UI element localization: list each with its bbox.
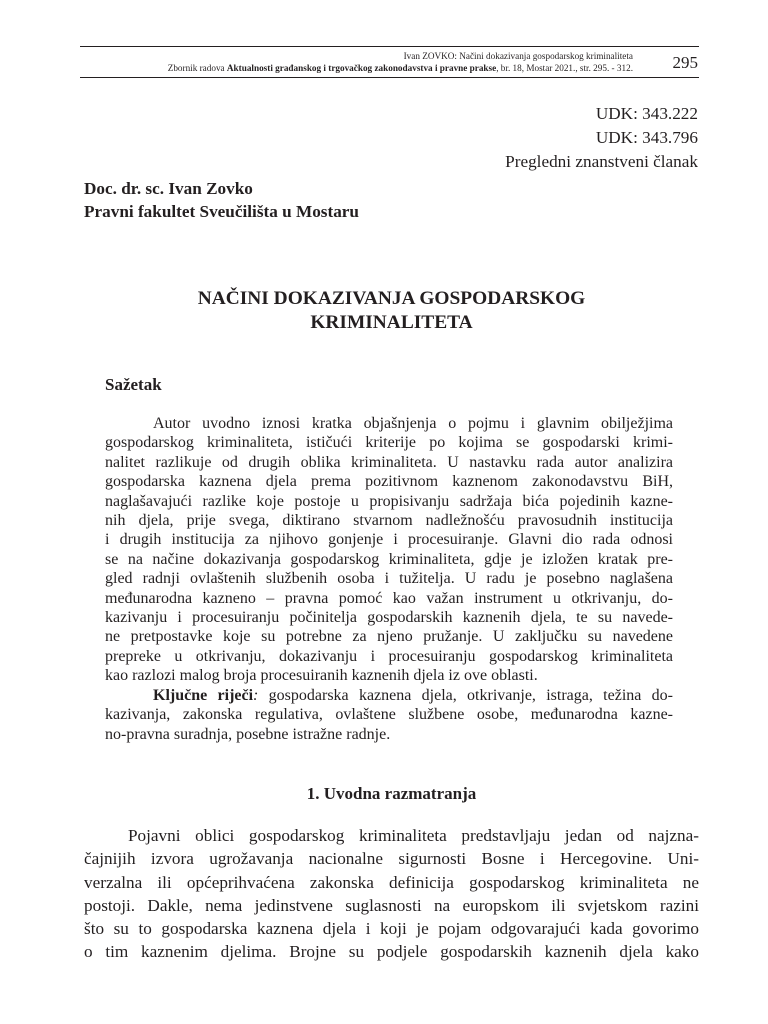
running-header-line-1: Ivan ZOVKO: Načini dokazivanja gospodarskog kriminaliteta <box>403 51 633 61</box>
abstract-body <box>105 414 673 744</box>
abstract-line: naglašavajući razlike koje postoje u propisivanju sadržaja bića pojedinih kazne- <box>105 492 673 510</box>
udk-code-1: UDK: 343.222 <box>595 104 698 123</box>
body-line: o tim kaznenim djelima. Brojne su podjele gospodarskih kaznenih djela kako <box>84 942 699 962</box>
abstract-line: nalitet razlikuje od drugih oblika kriminaliteta. U nastavku rada autor analizira <box>105 453 673 471</box>
abstract-line: gled radnji ovlaštenih službenih osoba i tužitelja. U radu je posebno naglašena <box>105 570 673 588</box>
keywords-line: kazivanja, zakonska regulativa, ovlaštene službene osobe, međunarodna kazne- <box>105 706 673 724</box>
abstract-line: međunarodna kazneno – pravna pomoć kao važan instrument u otkrivanju, do- <box>105 589 673 607</box>
paper-title <box>84 287 699 335</box>
abstract-line: ne pretpostavke koje su potrebne za njeno pružanje. U zaključku su navedene <box>105 628 673 646</box>
abstract-line: gospodarskog kriminaliteta, ističući kriterije po kojima se gospodarski krimi- <box>105 434 673 452</box>
keywords-line: Ključne riječi: gospodarska kaznena djela, otkrivanje, istraga, težina do- <box>153 686 673 704</box>
header-bottom-rule <box>80 77 699 78</box>
article-type: Pregledni znanstveni članak <box>505 152 698 171</box>
abstract-line: kao razlozi malog broja procesuiranih kaznenih djela iz ove oblasti. <box>105 667 538 685</box>
classification-block <box>505 102 698 174</box>
paper-title-line-2: KRIMINALITETA <box>310 312 473 333</box>
journal-title: Aktualnosti građanskog i trgovačkog zakonodavstva i pravne prakse <box>226 62 497 73</box>
abstract-line: prepreke u otkrivanju, dokazivanju i procesuiranju gospodarskog kriminaliteta <box>105 647 673 665</box>
body-line: postoji. Dakle, nema jedinstvene suglasnosti na europskom ili svjetskom razini <box>84 895 699 915</box>
abstract-line: nih djela, prije svega, diktirano stvarnom nadležnošću pravosudnih institucija <box>105 512 673 530</box>
body-line: Pojavni oblici gospodarskog kriminaliteta predstavljaju jedan od najzna- <box>128 826 699 845</box>
keywords-line: no-pravna suradnja, posebne istražne radnje. <box>105 725 391 743</box>
body-line: što su to gospodarska kaznena djela i koji je pojam odgovarajući kada govorimo <box>84 919 699 939</box>
abstract-line: gospodarska kaznena djela prema pozitivnom kaznenom zakonodavstvu BiH, <box>105 473 673 491</box>
paper-title-line-1: NAČINI DOKAZIVANJA GOSPODARSKOG <box>197 288 586 309</box>
page-number: 295 <box>672 53 698 72</box>
abstract-line: Autor uvodno iznosi kratka objašnjenja o pojmu i glavnim obilježjima <box>153 415 673 432</box>
udk-code-2: UDK: 343.796 <box>595 128 698 147</box>
section-body <box>84 824 699 964</box>
author-block <box>84 178 359 223</box>
abstract-line: i drugih institucija za njihovo gonjenje i procesuiranje. Glavni dio rada odnosi <box>105 531 673 549</box>
section-heading: 1. Uvodna razmatranja <box>306 784 477 803</box>
running-header-line-2: Zbornik radova Aktualnosti građanskog i trgovačkog zakonodavstva i pravne prakse, br. 18, Mostar 2021., str. 295. - 312. <box>167 62 633 73</box>
abstract-heading: Sažetak <box>105 375 162 394</box>
abstract-line: se na načine dokazivanja gospodarskog kriminaliteta, gdje je izložen kratak pre- <box>105 550 673 568</box>
keywords-label: Ključne riječi <box>153 686 254 704</box>
author-name: Doc. dr. sc. Ivan Zovko <box>84 179 253 198</box>
body-line: verzalna ili općeprihvaćena zakonska definicija gospodarskog kriminaliteta ne <box>84 872 699 892</box>
author-affiliation: Pravni fakultet Sveučilišta u Mostaru <box>84 201 359 221</box>
body-line: čajnijih izvora ugrožavanja nacionalne sigurnosti Bosne i Hercegovine. Uni- <box>84 849 699 869</box>
abstract-line: kazivanju i procesuiranju počinitelja gospodarskih kaznenih djela, te su navede- <box>105 609 673 627</box>
header-top-rule <box>80 46 699 47</box>
running-header <box>73 51 633 74</box>
